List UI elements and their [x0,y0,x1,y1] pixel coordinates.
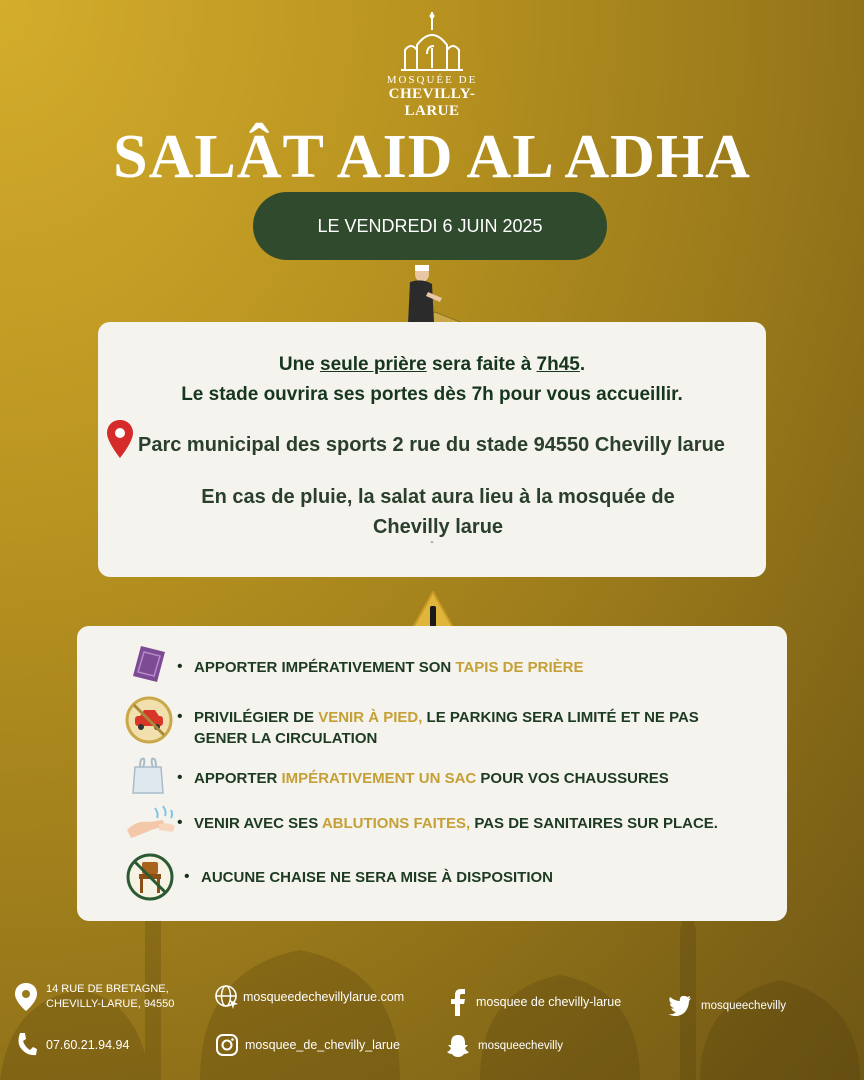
opening-line: Le stade ouvrira ses portes dès 7h pour vous accueillir. [181,384,683,405]
no-car-icon [125,696,173,744]
footer-snapchat[interactable]: mosqueechevilly [446,1034,563,1058]
web-icon [214,984,240,1010]
address-text: Parc municipal des sports 2 rue du stade 94550 Chevilly larue [138,434,725,456]
footer-facebook[interactable]: mosquee de chevilly-larue [450,988,621,1016]
footer [0,970,864,1080]
prayer-time-line: Une seule prière sera faite à 7h45. [278,354,586,375]
rain-notice: En cas de pluie, la salat aura lieu à la mosquée de Chevilly larue [201,486,675,538]
rule-text: PRIVILÉGIER DE VENIR À PIED, LE PARKING SERA LIMITÉ ET NE PAS GENER LA CIRCULATION [194,709,699,747]
divider-dash: - [430,536,434,548]
twitter-icon [668,996,692,1016]
footer-address: 14 RUE DE BRETAGNE, CHEVILLY-LARUE, 94550 [14,982,174,1012]
footer-website[interactable]: mosqueedechevillylarue.com [214,984,404,1010]
ablution-hands-icon [125,804,177,840]
phone-icon [16,1032,38,1058]
footer-twitter[interactable]: mosqueechevilly [668,996,786,1016]
location-pin-icon [14,983,38,1011]
instagram-icon [216,1034,238,1056]
rule-text: AUCUNE CHAISE NE SERA MISE À DISPOSITION [201,869,553,886]
footer-phone[interactable]: 07.60.21.94.94 [16,1032,129,1058]
rule-text: APPORTER IMPÉRATIVEMENT SON TAPIS DE PRIÈRE [194,659,584,676]
snapchat-icon [446,1034,470,1058]
no-chair-icon [125,852,175,902]
date-text: LE VENDREDI 6 JUIN 2025 [317,215,543,236]
logo-line1: MOSQUÉE DE [386,74,478,86]
rule-text: VENIR AVEC SES ABLUTIONS FAITES, PAS DE SANITAIRES SUR PLACE. [194,815,718,832]
rule-text: APPORTER IMPÉRATIVEMENT UN SAC POUR VOS CHAUSSURES [194,770,669,787]
page-title: SALÂT AID AL ADHA [113,123,751,191]
rules-card: • APPORTER IMPÉRATIVEMENT SON TAPIS DE PRIÈRE • PRIVILÉGIER DE VENIR À PIED, LE PARKING SERA LIMITÉ ET NE PAS GENER LA CIRCULATION • APPORTER IMPÉRATIVEMENT UN SAC POUR VOS CHAUSSURES • VENIR AVEC SES ABLUTIONS FAITES, PAS DE SANITAIRES SUR PLACE. • AUCUNE CHAISE NE SERA MISE À DISPOSITION [77,626,787,921]
mosque-logo [362,10,502,120]
facebook-icon [450,988,466,1016]
bag-icon [131,755,165,795]
mosque-logo-icon [397,10,467,72]
info-card [98,322,766,577]
location-pin-icon [107,420,133,458]
footer-instagram[interactable]: mosquee_de_chevilly_larue [216,1034,400,1056]
date-badge [253,192,607,260]
prayer-mat-icon [131,644,167,684]
logo-line2: CHEVILLY-LARUE [388,86,476,119]
